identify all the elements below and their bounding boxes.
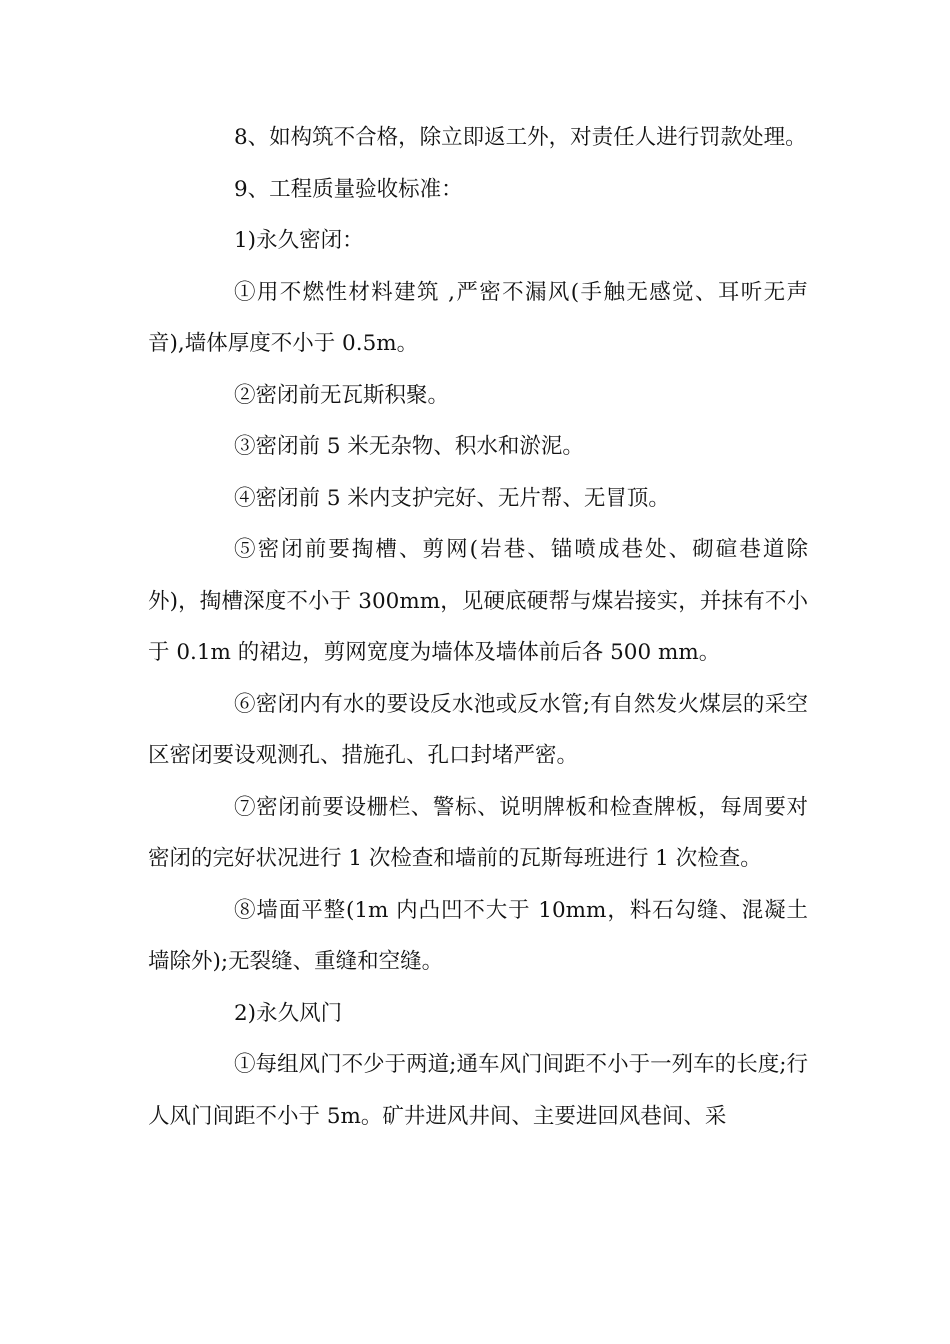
seal-standard-2: ②密闭前无瓦斯积聚。: [234, 382, 450, 408]
document-body: [148, 112, 808, 1142]
seal-standard-4: ④密闭前 5 米内支护完好、无片帮、无冒顶。: [234, 485, 670, 511]
seal-standard-6: ⑥密闭内有水的要设反水池或反水管;有自然发火煤层的采空区密闭要设观测孔、措施孔、孔口封堵严密。: [148, 691, 808, 768]
subheading-permanent-air-door: 2)永久风门: [234, 1000, 343, 1026]
seal-standard-8: ⑧墙面平整(1m 内凸凹不大于 10mm，料石勾缝、混凝土墙除外);无裂缝、重缝和空缝。: [148, 897, 808, 974]
paragraph-item-8: 8、如构筑不合格，除立即返工外，对责任人进行罚款处理。: [234, 125, 807, 150]
seal-standard-3: ③密闭前 5 米无杂物、积水和淤泥。: [234, 434, 584, 459]
subheading-permanent-seal: 1)永久密闭：: [234, 228, 364, 253]
seal-standard-7: ⑦密闭前要设栅栏、警标、说明牌板和检查牌板，每周要对密闭的完好状况进行 1 次检查和墙前的瓦斯每班进行 1 次检查。: [148, 794, 808, 871]
paragraph-item-9-heading: 9、工程质量验收标准：: [234, 176, 463, 202]
air-door-standard-1: ①每组风门不少于两道;通车风门间距不小于一列车的长度;行人风门间距不小于 5m。矿井进风井间、主要进回风巷间、采: [148, 1052, 808, 1129]
seal-standard-1: ①用不燃性材料建筑 ,严密不漏风(手触无感觉、耳听无声音),墙体厚度不小于 0.5m。: [148, 279, 808, 356]
seal-standard-5: ⑤密闭前要掏槽、剪网(岩巷、锚喷成巷处、砌碹巷道除外)，掏槽深度不小于 300mm，见硬底硬帮与煤岩接实，并抹有不小于 0.1m 的裙边，剪网宽度为墙体及墙体前后各 500 mm。: [148, 537, 808, 665]
